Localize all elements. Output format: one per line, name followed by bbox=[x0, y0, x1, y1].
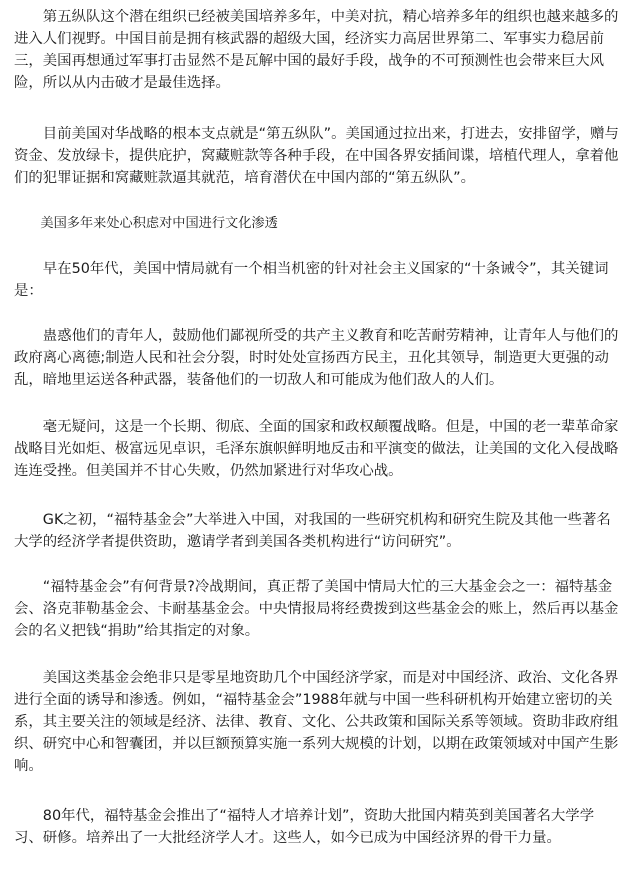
section-heading-cultural-infiltration: 美国多年来处心积虑对中国进行文化渗透 bbox=[40, 216, 278, 231]
paragraph-fifth-column-intro: 第五纵队这个潜在组织已经被美国培养多年，中美对抗，精心培养多年的组织也越来越多的进入人们视野。中国目前是拥有核武器的超级大国，经济实力高居世界第二、军事实力稳居前三，美国再想通过军事打击显然不是瓦解中国的最好手段，战争的不可预测性也会带来巨大风险，所以从内击破才是最佳选择。 bbox=[14, 9, 619, 91]
paragraph-ford-foundation-entry: GK之初，“福特基金会”大举进入中国，对我国的一些研究机构和研究生院及其他一些著名大学的经济学者提供资助，邀请学者到美国各类机构进行“访问研究”。 bbox=[14, 512, 611, 550]
paragraph-subversion-strategy: 毫无疑问，这是一个长期、彻底、全面的国家和政权颠覆战略。但是，中国的老一辈革命家战略目光如炬、极富远见卓识，毛泽东旗帜鲜明地反击和平演变的做法，让美国的文化入侵战略连连受挫。但美国并不甘心失败，仍然加紧进行对华攻心战。 bbox=[14, 419, 619, 479]
paragraph-commandment-content: 蛊惑他们的青年人，鼓励他们鄙视所受的共产主义教育和吃苦耐劳精神，让青年人与他们的政府离心离德;制造人民和社会分裂，时时处处宣扬西方民主，丑化其领导，制造更大更强的动乱，暗地里运送各种武器，装备他们的一切敌人和可能成为他们敌人的人们。 bbox=[14, 328, 619, 388]
paragraph-talent-program: 80年代，福特基金会推出了“福特人才培养计划”，资助大批国内精英到美国著名大学学习、研修。培养出了一大批经济学人才。这些人，如今已成为中国经济界的骨干力量。 bbox=[14, 808, 595, 846]
paragraph-strategy-pivot: 目前美国对华战略的根本支点就是“第五纵队”。美国通过拉出来，打进去，安排留学，赠与资金、发放绿卡，提供庇护，窝藏赃款等各种手段，在中国各界安插间谍，培植代理人，拿着他们的犯罪证据和窝藏赃款逼其就范，培育潜伏在中国内部的“第五纵队”。 bbox=[14, 126, 619, 186]
paragraph-foundation-infiltration: 美国这类基金会绝非只是零星地资助几个中国经济学家，而是对中国经济、政治、文化各界进行全面的诱导和渗透。例如，“福特基金会”1988年就与中国一些科研机构开始建立密切的关系，其主要关注的领域是经济、法律、教育、文化、公共政策和国际关系等领域。资助非政府组织、研究中心和智囊团，并以巨额预算实施一系列大规模的计划，以期在政策领域对中国产生影响。 bbox=[14, 670, 619, 774]
paragraph-ford-foundation-background: “福特基金会”有何背景?冷战期间，真正帮了美国中情局大忙的三大基金会之一：福特基金会、洛克菲勒基金会、卡耐基基金会。中央情报局将经费拨到这些基金会的账上，然后再以基金会的名义把钱“捐助”给其指定的对象。 bbox=[14, 579, 619, 639]
paragraph-ten-commandments: 早在50年代，美国中情局就有一个相当机密的针对社会主义国家的“十条诫令”，其关键词是： bbox=[14, 261, 609, 299]
